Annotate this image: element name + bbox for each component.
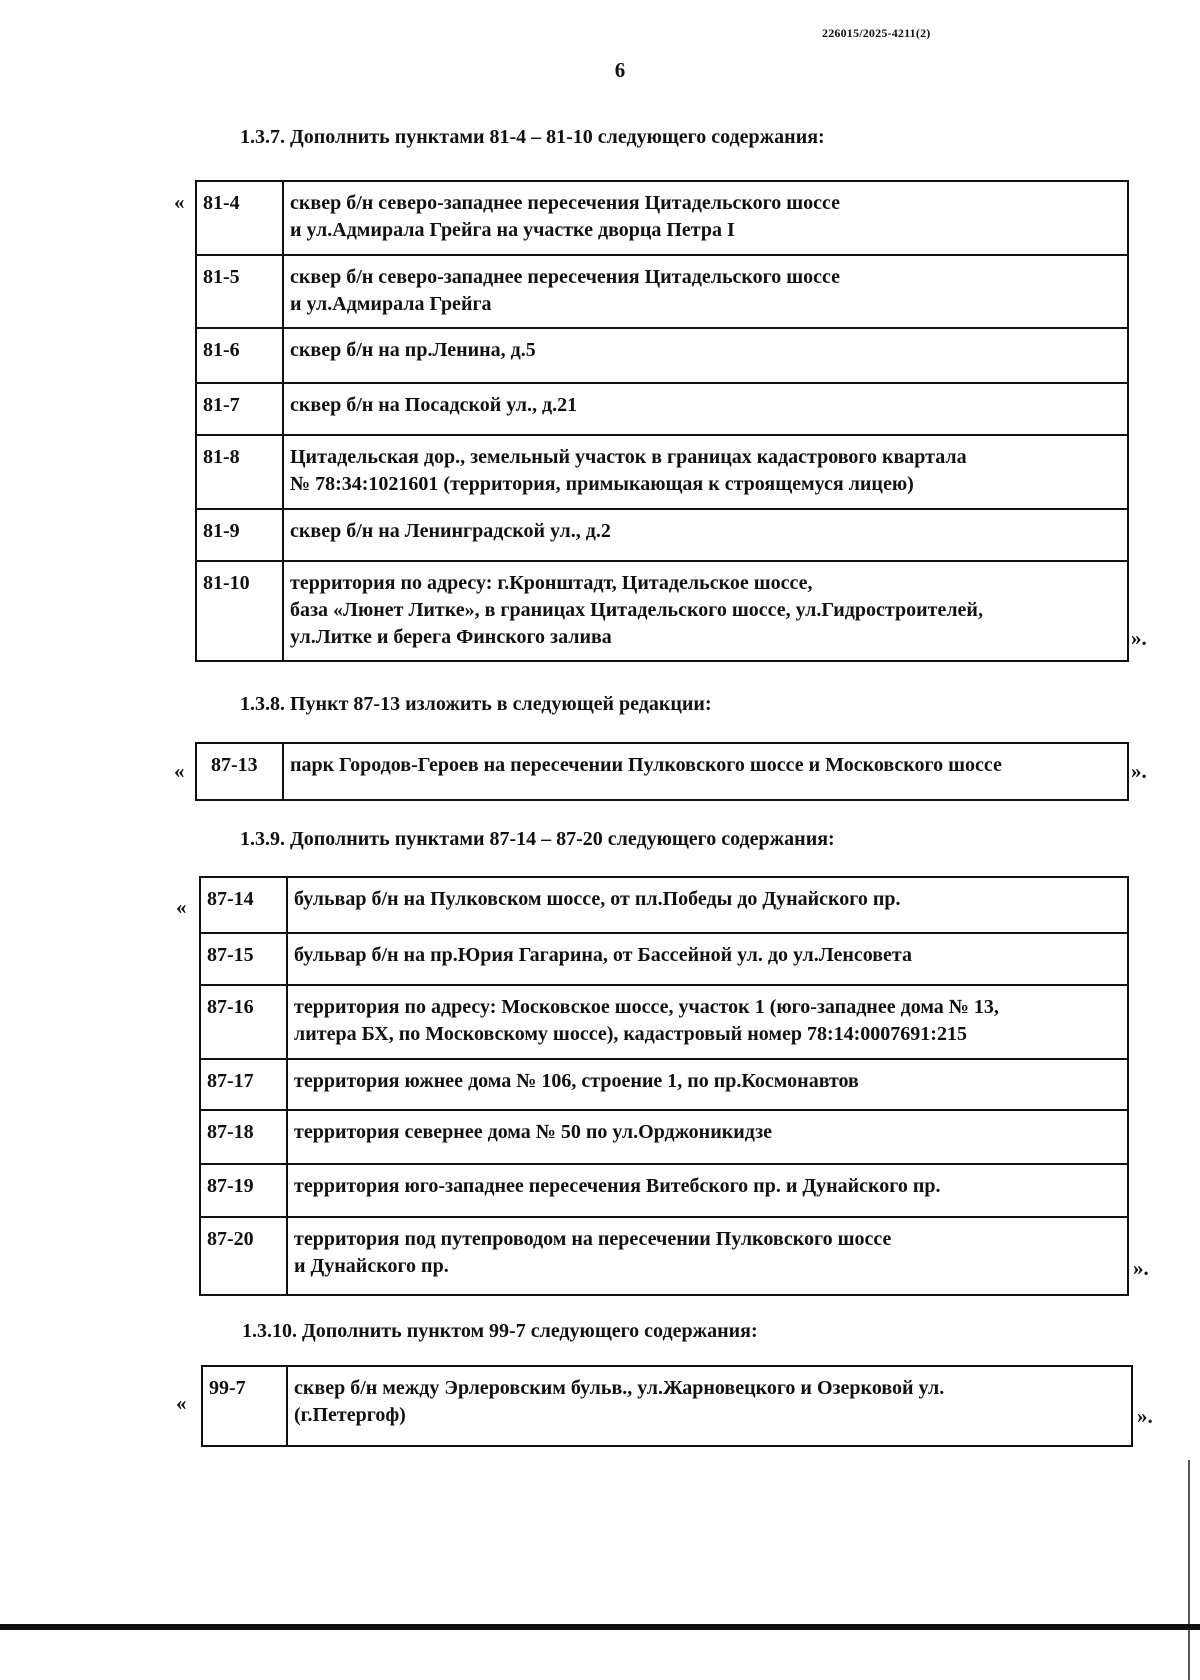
table-row <box>196 383 1128 435</box>
item-description: парк Городов-Героев на пересечении Пулковского шоссе и Московского шоссе <box>283 743 1128 800</box>
close-quote: ». <box>1137 1404 1153 1428</box>
table-row <box>196 743 1128 800</box>
table-row <box>200 877 1128 933</box>
item-number: 87-20 <box>200 1217 287 1295</box>
item-number: 87-19 <box>200 1164 287 1217</box>
items-table-99 <box>201 1365 1133 1447</box>
table-row <box>196 181 1128 255</box>
item-description: сквер б/н между Эрлеровским бульв., ул.Жарновецкого и Озерковой ул. (г.Петергоф) <box>287 1366 1132 1446</box>
section-heading-1-3-8: 1.3.8. Пункт 87-13 изложить в следующей редакции: <box>240 693 712 715</box>
items-table-87-13 <box>195 742 1129 801</box>
item-number: 87-13 <box>196 743 283 800</box>
close-quote: ». <box>1133 1256 1149 1280</box>
item-description: Цитадельская дор., земельный участок в границах кадастрового квартала № 78:34:1021601 (территория, примыкающая к строящемуся лицею) <box>283 435 1128 509</box>
table-row <box>196 328 1128 383</box>
item-description: территория севернее дома № 50 по ул.Орджоникидзе <box>287 1110 1128 1164</box>
open-quote: « <box>174 190 185 214</box>
item-number: 81-4 <box>196 181 283 255</box>
open-quote: « <box>176 1391 187 1415</box>
item-description: сквер б/н на пр.Ленина, д.5 <box>283 328 1128 383</box>
item-number: 87-16 <box>200 985 287 1059</box>
item-description: сквер б/н на Ленинградской ул., д.2 <box>283 509 1128 561</box>
close-quote: ». <box>1131 626 1147 650</box>
document-id: 226015/2025-4211(2) <box>822 26 931 40</box>
item-number: 81-10 <box>196 561 283 661</box>
item-description: сквер б/н на Посадской ул., д.21 <box>283 383 1128 435</box>
scan-bottom-edge <box>0 1624 1200 1630</box>
item-description: сквер б/н северо-западнее пересечения Цитадельского шоссе и ул.Адмирала Грейга <box>283 255 1128 328</box>
item-description: бульвар б/н на Пулковском шоссе, от пл.Победы до Дунайского пр. <box>287 877 1128 933</box>
section-heading-1-3-7: 1.3.7. Дополнить пунктами 81-4 – 81-10 следующего содержания: <box>240 126 825 148</box>
table-row <box>202 1366 1132 1446</box>
item-number: 87-14 <box>200 877 287 933</box>
item-description: сквер б/н северо-западнее пересечения Цитадельского шоссе и ул.Адмирала Грейга на участке дворца Петра I <box>283 181 1128 255</box>
table-row <box>196 255 1128 328</box>
item-number: 81-9 <box>196 509 283 561</box>
item-description: территория по адресу: г.Кронштадт, Цитадельское шоссе, база «Люнет Литке», в границах Цитадельского шоссе, ул.Гидростроителей, ул.Литке и берега Финского залива <box>283 561 1128 661</box>
page-number: 6 <box>614 58 626 82</box>
table-row <box>196 561 1128 661</box>
item-number: 87-15 <box>200 933 287 985</box>
item-number: 81-6 <box>196 328 283 383</box>
item-number: 87-17 <box>200 1059 287 1110</box>
item-description: территория южнее дома № 106, строение 1, по пр.Космонавтов <box>287 1059 1128 1110</box>
table-row <box>200 985 1128 1059</box>
section-heading-1-3-9: 1.3.9. Дополнить пунктами 87-14 – 87-20 следующего содержания: <box>240 828 835 850</box>
item-number: 81-7 <box>196 383 283 435</box>
table-row <box>200 1217 1128 1295</box>
item-number: 99-7 <box>202 1366 287 1446</box>
item-description: бульвар б/н на пр.Юрия Гагарина, от Бассейной ул. до ул.Ленсовета <box>287 933 1128 985</box>
table-row <box>200 1110 1128 1164</box>
item-number: 81-8 <box>196 435 283 509</box>
scan-edge-mark <box>1188 1460 1190 1680</box>
item-number: 81-5 <box>196 255 283 328</box>
open-quote: « <box>174 759 185 783</box>
table-row <box>200 1164 1128 1217</box>
item-description: территория по адресу: Московское шоссе, участок 1 (юго-западнее дома № 13, литера БХ, по Московскому шоссе), кадастровый номер 78:14:0007691:215 <box>287 985 1128 1059</box>
items-table-81 <box>195 180 1129 662</box>
table-row <box>196 509 1128 561</box>
table-row <box>196 435 1128 509</box>
table-row <box>200 1059 1128 1110</box>
items-table-87 <box>199 876 1129 1296</box>
table-row <box>200 933 1128 985</box>
close-quote: ». <box>1131 759 1147 783</box>
section-heading-1-3-10: 1.3.10. Дополнить пунктом 99-7 следующего содержания: <box>242 1320 758 1342</box>
item-description: территория под путепроводом на пересечении Пулковского шоссе и Дунайского пр. <box>287 1217 1128 1295</box>
open-quote: « <box>176 895 187 919</box>
item-number: 87-18 <box>200 1110 287 1164</box>
item-description: территория юго-западнее пересечения Витебского пр. и Дунайского пр. <box>287 1164 1128 1217</box>
